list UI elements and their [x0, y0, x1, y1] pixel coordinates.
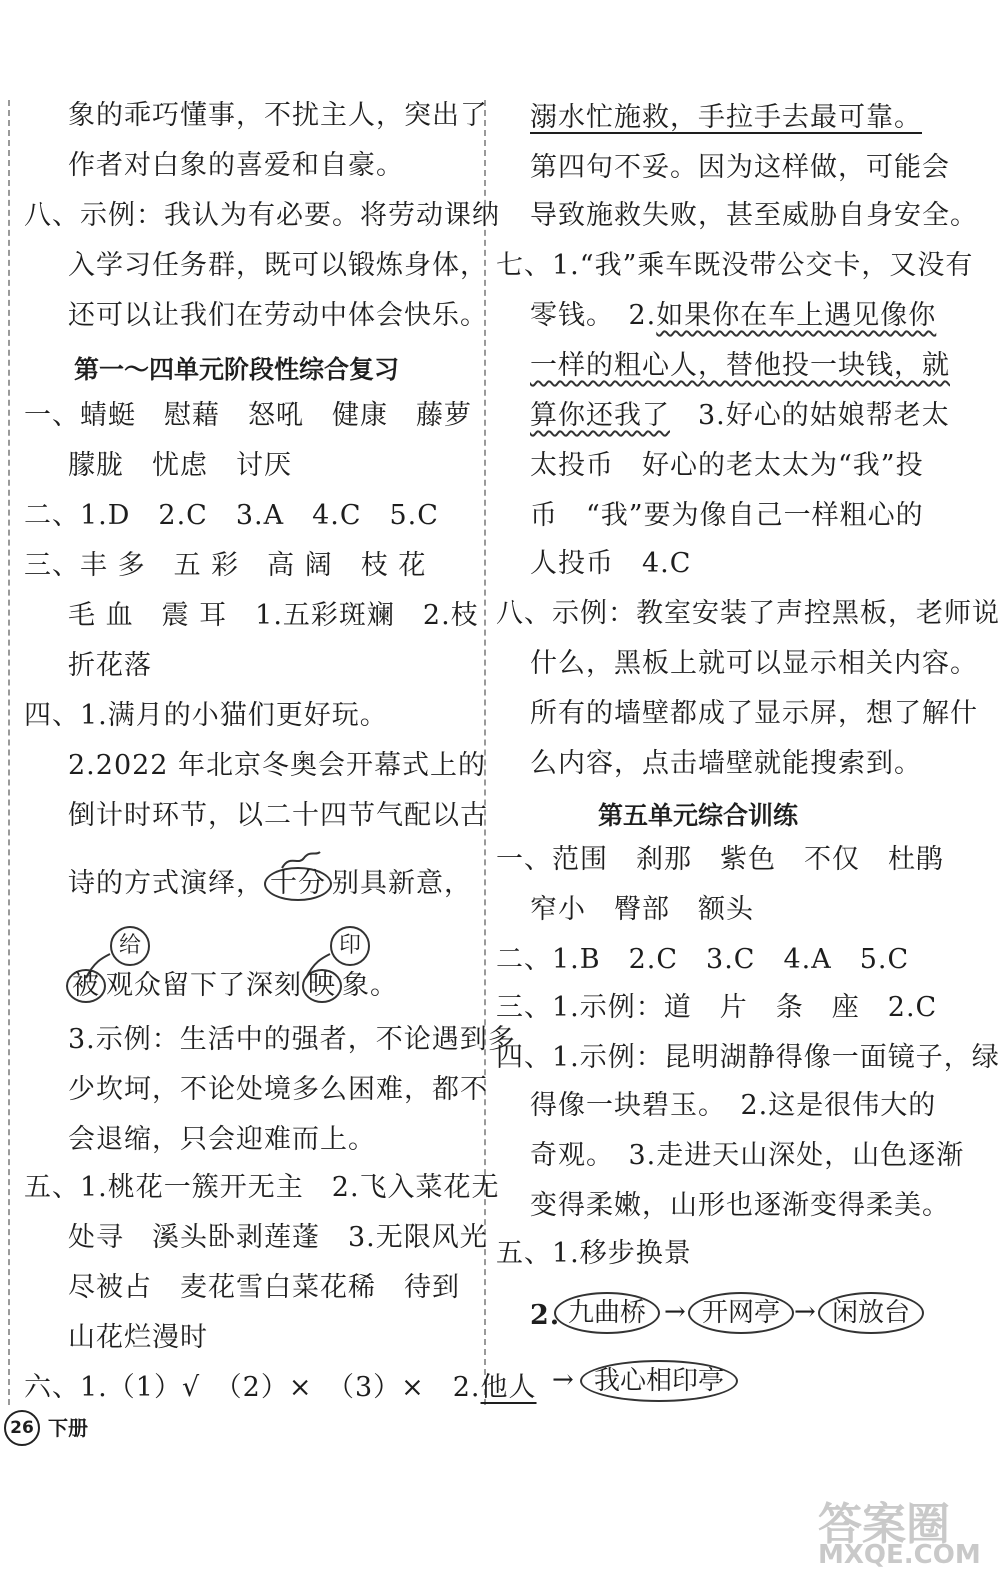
text-line: 二、1.D 2.C 3.A 4.C 5.C: [24, 500, 439, 531]
text-line: 窄小 臀部 额头: [530, 894, 754, 925]
text-line: 二、1.B 2.C 3.C 4.A 5.C: [496, 944, 910, 975]
section-heading: 第五单元综合训练: [598, 801, 799, 830]
circled-word: 映: [302, 969, 342, 1003]
circled-word: 被: [66, 969, 106, 1003]
text-line: 所有的墙壁都成了显示屏，想了解什: [530, 698, 978, 729]
correction-mark: 印: [330, 926, 370, 966]
section-heading: 第一～四单元阶段性综合复习: [74, 355, 400, 384]
text-line: 处寻 溪头卧剥莲蓬 3.无限风光: [68, 1222, 488, 1253]
text-line: 五、1.桃花一簇开无主 2.飞入菜花无: [24, 1172, 500, 1203]
text-segment: 3.好心的姑娘帮老太: [670, 400, 950, 431]
underlined-text-line: 溺水忙施救，手拉手去最可靠。: [530, 102, 922, 133]
text-segment: 别具新意，: [332, 868, 472, 899]
underlined-answer: 他人: [480, 1372, 537, 1403]
page-number-badge: [4, 1410, 40, 1446]
text-line: 人投币 4.C: [530, 548, 692, 579]
text-line: 2.2022 年北京冬奥会开幕式上的: [68, 750, 487, 781]
text-line: 作者对白象的喜爱和自豪。: [68, 150, 404, 181]
text-segment: 零钱。 2.: [530, 300, 657, 331]
text-line: 会退缩，只会迎难而上。: [68, 1124, 376, 1155]
text-line: 太投币 好心的老太太为“我”投: [530, 450, 924, 481]
text-line: 七、1.“我”乘车既没带公交卡，又没有: [496, 250, 974, 281]
flow-node: 九曲桥: [554, 1292, 660, 1334]
text-line: 变得柔嫩，山形也逐渐变得柔美。: [530, 1190, 950, 1221]
arrow-icon: →: [552, 1365, 574, 1395]
text-line: [530, 398, 950, 434]
text-line-with-correction: [66, 968, 398, 1004]
text-line: 导致施救失败，甚至威胁自身安全。: [530, 200, 978, 231]
arrow-icon: →: [664, 1297, 686, 1327]
text-segment: 象。: [342, 970, 398, 1001]
text-line: 3.示例：生活中的强者，不论遇到多: [68, 1024, 516, 1055]
text-line: 山花烂漫时: [68, 1322, 208, 1353]
text-line: 五、1.移步换景: [496, 1238, 692, 1269]
text-segment: 诗的方式演绎，: [68, 868, 264, 899]
text-line: 四、1.满月的小猫们更好玩。: [24, 700, 388, 731]
flow-node: 我心相印亭: [580, 1360, 738, 1402]
correction-mark: 给: [110, 926, 150, 966]
text-line: [530, 298, 936, 334]
circled-word: 十分: [264, 867, 332, 901]
watermark-logo: 答案圈: [818, 1499, 950, 1550]
text-line: 什么，黑板上就可以显示相关内容。: [530, 648, 978, 679]
text-line: 入学习任务群，既可以锻炼身体，: [68, 250, 488, 281]
text-line-with-correction: [68, 866, 472, 902]
text-line: 八、示例：教室安装了声控黑板，老师说: [496, 598, 1000, 629]
text-line: 三、丰 多 五 彩 高 阔 枝 花: [24, 550, 427, 581]
arrow-icon: →: [794, 1297, 816, 1327]
volume-label: 下册: [48, 1416, 88, 1440]
text-line: 币 “我”要为像自己一样粗心的: [530, 500, 924, 531]
text-line: 得像一块碧玉。 2.这是很伟大的: [530, 1090, 937, 1121]
text-line: [24, 1370, 537, 1406]
column-divider: [8, 100, 10, 1405]
flow-node: 闲放台: [818, 1292, 924, 1334]
text-segment: 观众留下了深刻: [106, 970, 302, 1001]
text-line: 四、1.示例：昆明湖静得像一面镜子，绿: [496, 1042, 1000, 1073]
flow-node: 开网亭: [688, 1292, 794, 1334]
text-line: 么内容，点击墙壁就能搜索到。: [530, 748, 922, 779]
text-line: 尽被占 麦花雪白菜花稀 待到: [68, 1272, 460, 1303]
text-line: 三、1.示例：道 片 条 座 2.C: [496, 992, 938, 1023]
text-line: 少坎坷，不论处境多么困难，都不: [68, 1074, 488, 1105]
page-number: 26: [10, 1418, 34, 1438]
text-line: 一、蜻蜓 慰藉 怒吼 健康 藤萝: [24, 400, 472, 431]
text-line: 八、示例：我认为有必要。将劳动课纳: [24, 200, 500, 231]
text-line: 一、范围 刹那 紫色 不仅 杜鹃: [496, 844, 944, 875]
wavy-underlined-text: 算你还我了: [530, 400, 670, 431]
text-line: 还可以让我们在劳动中体会快乐。: [68, 300, 488, 331]
watermark-url: MXQE.COM: [818, 1540, 981, 1570]
text-line: 倒计时环节，以二十四节气配以古: [68, 800, 488, 831]
item-number: 2.: [530, 1300, 561, 1331]
wavy-underlined-text: 一样的粗心人，替他投一块钱，就: [530, 350, 950, 381]
deletion-mark: [280, 848, 322, 870]
text-line: 朦胧 忧虑 讨厌: [68, 450, 292, 481]
text-line: 折花落: [68, 650, 152, 681]
text-segment: 六、1.（1）√ （2）× （3）× 2.: [24, 1372, 481, 1403]
text-line: 奇观。 3.走进天山深处，山色逐渐: [530, 1140, 965, 1171]
text-line: 毛 血 震 耳 1.五彩斑斓 2.枝: [68, 600, 479, 631]
text-line: 第四句不妥。因为这样做，可能会: [530, 152, 950, 183]
wavy-underlined-text: 如果你在车上遇见像你: [656, 300, 937, 331]
text-line: 象的乖巧懂事，不扰主人，突出了: [68, 100, 488, 131]
